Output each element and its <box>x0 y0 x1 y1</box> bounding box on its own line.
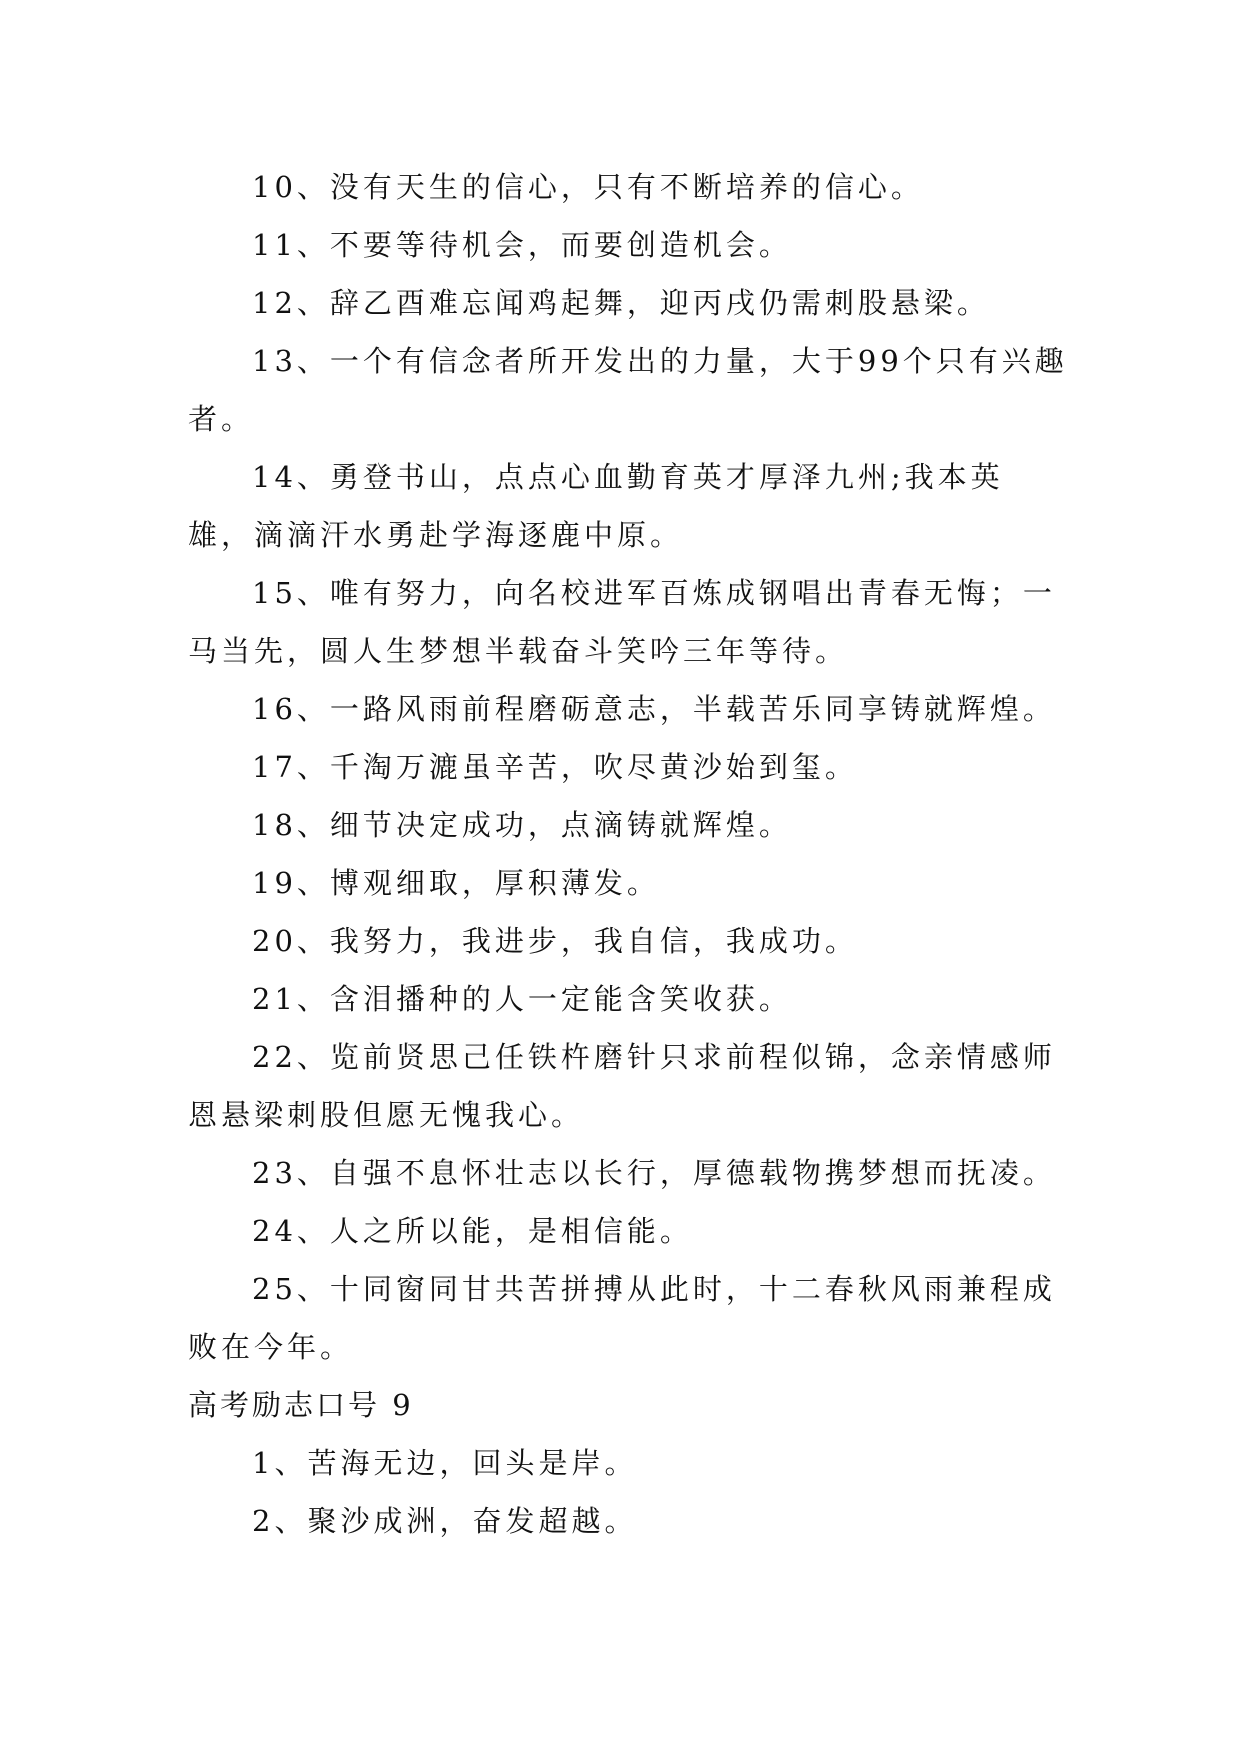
slogan-24: 24、人之所以能，是相信能。 <box>252 1214 693 1248</box>
slogan-18: 18、细节决定成功，点滴铸就辉煌。 <box>252 808 792 842</box>
slogan-21: 21、含泪播种的人一定能含笑收获。 <box>252 982 792 1016</box>
slogan-12: 12、辞乙酉难忘闻鸡起舞，迎丙戌仍需刺股悬梁。 <box>252 286 990 320</box>
slogan-2: 2、聚沙成洲，奋发超越。 <box>252 1504 638 1538</box>
slogan-22: 22、览前贤思己任铁杵磨针只求前程似锦，念亲情感师恩悬梁刺股但愿无愧我心。 <box>188 1040 1056 1132</box>
slogan-19: 19、博观细取，厚积薄发。 <box>252 866 660 900</box>
slogan-20: 20、我努力，我进步，我自信，我成功。 <box>252 924 858 958</box>
document-body <box>188 158 1068 1550</box>
slogan-17: 17、千淘万漉虽辛苦，吹尽黄沙始到玺。 <box>252 750 858 784</box>
slogan-11: 11、不要等待机会，而要创造机会。 <box>252 228 792 262</box>
slogan-25: 25、十同窗同甘共苦拼搏从此时，十二春秋风雨兼程成败在今年。 <box>188 1272 1056 1364</box>
slogan-23: 23、自强不息怀壮志以长行，厚德载物携梦想而抚凌。 <box>252 1156 1056 1190</box>
slogan-13: 13、一个有信念者所开发出的力量，大于99个只有兴趣者。 <box>188 344 1068 436</box>
slogan-14: 14、勇登书山，点点心血勤育英才厚泽九州;我本英雄，滴滴汗水勇赴学海逐鹿中原。 <box>188 460 1004 552</box>
slogan-10: 10、没有天生的信心，只有不断培养的信心。 <box>252 170 924 204</box>
section-heading: 高考励志口号 9 <box>188 1388 414 1422</box>
slogan-16: 16、一路风雨前程磨砺意志，半载苦乐同享铸就辉煌。 <box>252 692 1056 726</box>
slogan-15: 15、唯有努力，向名校进军百炼成钢唱出青春无悔；一马当先，圆人生梦想半载奋斗笑吟三年等待。 <box>188 576 1056 668</box>
slogan-1: 1、苦海无边，回头是岸。 <box>252 1446 638 1480</box>
